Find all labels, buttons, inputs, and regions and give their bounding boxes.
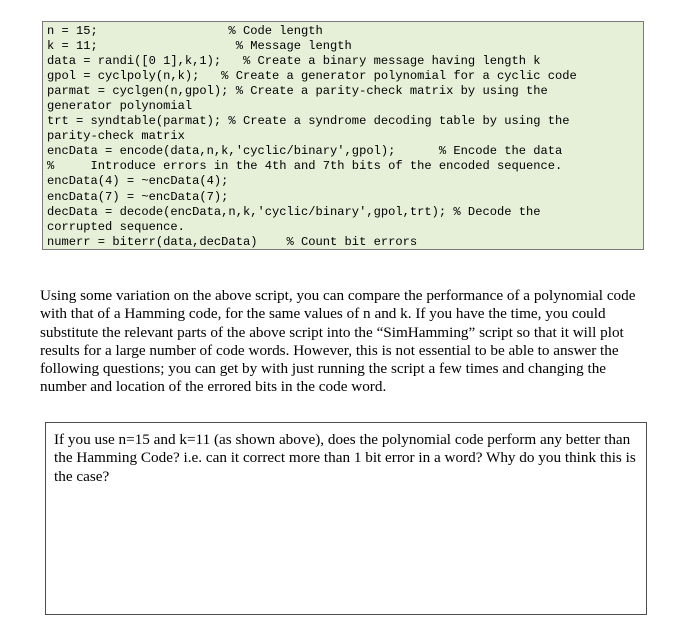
code-line: n = 15; % Code length	[47, 24, 323, 38]
code-line: % Introduce errors in the 4th and 7th bits of the encoded sequence.	[47, 159, 563, 174]
instructions-paragraph: Using some variation on the above script, you can compare the performance of a polynomial code with that of a Hamming code, for the same values of n and k. If you have the time, you could substitute the relevant parts of the above script into the “SimHamming” script so that it will plot results for a large number of code words. However, this is not essential to be able to answer the following questions; you can get by with just running the script a few times and changing the number and location of the errored bits in the code word.	[40, 287, 636, 396]
code-line: corrupted sequence.	[47, 219, 185, 234]
code-line: encData = encode(data,n,k,'cyclic/binary',gpol); % Encode the data	[47, 144, 563, 159]
matlab-code-block	[42, 21, 644, 250]
code-line: decData = decode(encData,n,k,'cyclic/binary',gpol,trt); % Decode the	[47, 204, 541, 219]
code-line: gpol = cyclpoly(n,k); % Create a generator polynomial for a cyclic code	[47, 69, 577, 84]
code-line: generator polynomial	[47, 99, 193, 114]
code-line: parmat = cyclgen(n,gpol); % Create a parity-check matrix by using the	[47, 84, 548, 99]
code-line: encData(7) = ~encData(7);	[47, 189, 229, 204]
code-line: parity-check matrix	[47, 129, 185, 144]
code-line: k = 11; % Message length	[47, 39, 352, 54]
code-line: encData(4) = ~encData(4);	[47, 174, 229, 189]
question-text: If you use n=15 and k=11 (as shown above), does the polynomial code perform any better than the Hamming Code? i.e. can it correct more than 1 bit error in a word? Why do you think this is the case?	[54, 431, 636, 485]
code-line: data = randi([0 1],k,1); % Create a binary message having length k	[47, 54, 541, 69]
question-answer-box[interactable]	[45, 422, 647, 615]
code-line: numerr = biterr(data,decData) % Count bit errors	[47, 234, 418, 249]
code-line: trt = syndtable(parmat); % Create a syndrome decoding table by using the	[47, 114, 570, 129]
